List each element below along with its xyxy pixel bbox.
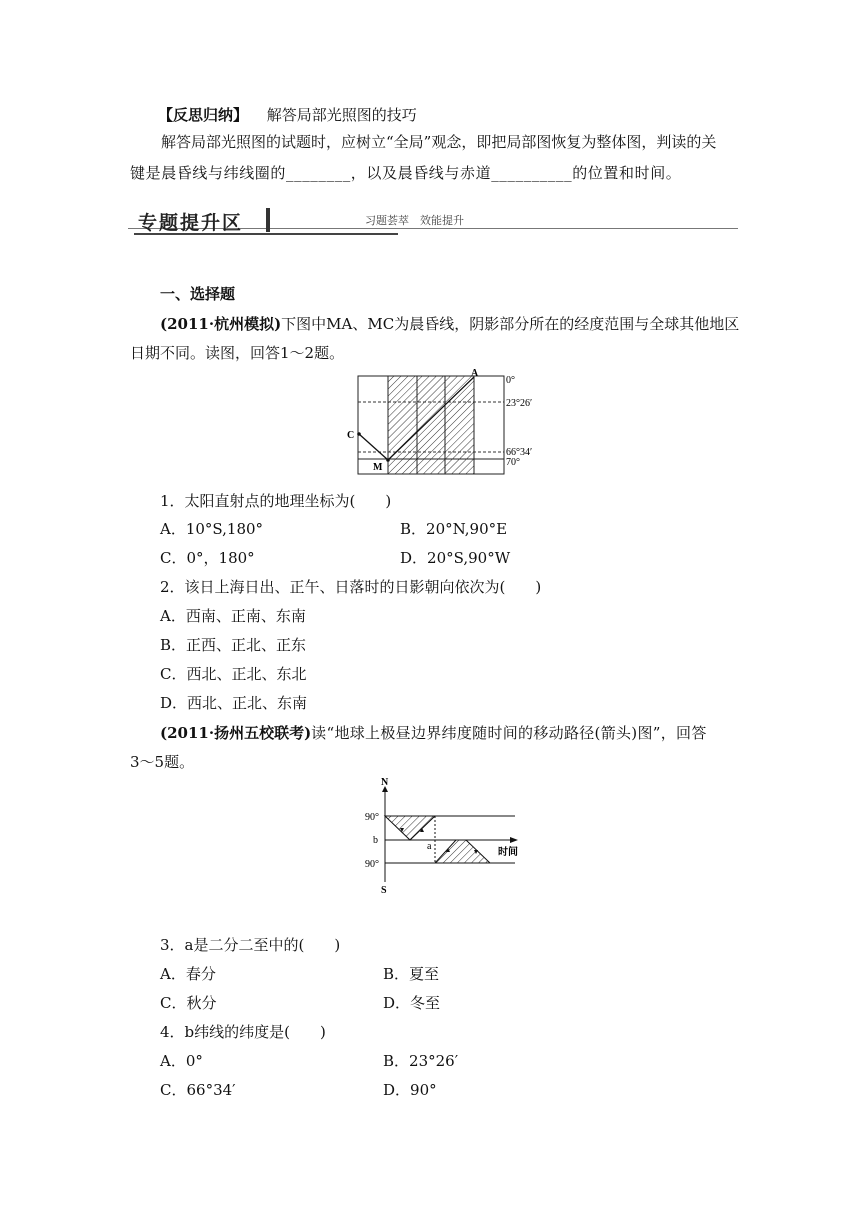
q1-option-a: A．10°S,180° — [160, 520, 264, 538]
reflect-tag: 【反思归纳】 — [158, 106, 249, 124]
label-c: C — [347, 430, 355, 441]
banner-bar — [266, 208, 270, 232]
q4-option-d: D．90° — [383, 1081, 437, 1099]
label-s: S — [381, 885, 387, 896]
label-lat-66: 66°34′ — [506, 447, 533, 458]
q1-option-c: C．0°，180° — [160, 549, 255, 567]
label-lat-0: 0° — [506, 375, 515, 386]
label-b: b — [373, 835, 378, 846]
q2-option-c: C．西北、正北、东北 — [160, 665, 307, 683]
q3-option-d: D．冬至 — [383, 994, 441, 1012]
q3-option-b: B．夏至 — [383, 965, 440, 983]
q2-stem: 2．该日上海日出、正午、日落时的日影朝向依次为( ) — [160, 578, 542, 596]
reflect-line-1: 解答局部光照图的试题时，应树立“全局”观念，即把局部图恢复为整体图，判读的关 — [161, 133, 717, 151]
label-lat-70: 70° — [506, 457, 520, 468]
banner-subtitle: 习题荟萃 效能提升 — [365, 214, 464, 227]
terminator-mc — [359, 434, 388, 460]
figure2-north-triangle — [385, 816, 435, 840]
label-lat-23: 23°26′ — [506, 398, 533, 409]
banner-title: 专题提升区 — [138, 212, 244, 234]
q1-option-d: D．20°S,90°W — [400, 549, 511, 567]
q2-option-d: D．西北、正北、东南 — [160, 694, 308, 712]
q2-option-b: B．正西、正北、正东 — [160, 636, 307, 654]
q4-stem: 4．b纬线的纬度是( ) — [160, 1023, 326, 1041]
q1-stem: 1．太阳直射点的地理坐标为( ) — [160, 492, 392, 510]
q3-option-c: C．秋分 — [160, 994, 217, 1012]
q3-option-a: A．春分 — [160, 965, 216, 983]
q2-option-a: A．西南、正南、东南 — [160, 607, 306, 625]
point-m-dot — [386, 458, 390, 462]
intro1-source: (2011·杭州模拟) — [160, 315, 282, 333]
section-banner — [128, 206, 738, 242]
q1-option-b: B．20°N,90°E — [400, 520, 508, 538]
label-a: a — [427, 841, 432, 852]
intro2-line-1 — [160, 722, 707, 743]
reflect-line-2: 键是晨昏线与纬线圈的________，以及晨昏线与赤道__________的位置和时间。 — [130, 164, 682, 182]
label-a: A — [471, 368, 479, 379]
figure2-south-trapezoid — [435, 840, 490, 863]
q4-option-c: C．66°34′ — [160, 1081, 236, 1099]
q4-option-a: A．0° — [160, 1052, 203, 1070]
q4-option-b: B．23°26′ — [383, 1052, 459, 1070]
intro1-text: 下图中MA、MC为晨昏线，阴影部分所在的经度范围与全球其他地区 — [281, 315, 740, 333]
label-90-bottom: 90° — [365, 859, 379, 870]
section-heading: 一、选择题 — [160, 285, 236, 303]
intro1-line-2: 日期不同。读图，回答1～2题。 — [130, 344, 345, 362]
intro2-text: 读“地球上极昼边界纬度随时间的移动路径(箭头)图”，回答 — [311, 724, 707, 742]
reflect-heading — [158, 104, 417, 125]
point-c-dot — [357, 432, 361, 436]
intro2-source: (2011·扬州五校联考) — [160, 724, 312, 742]
figure-1-illumination-map — [340, 366, 550, 478]
intro2-line-2: 3～5题。 — [130, 753, 195, 771]
label-m: M — [373, 462, 383, 473]
reflect-title: 解答局部光照图的技巧 — [266, 106, 417, 124]
intro1-line-1 — [160, 313, 739, 334]
label-time: 时间 — [498, 847, 518, 858]
label-n: N — [381, 777, 389, 788]
figure-2-polar-day-boundary-chart — [360, 776, 530, 896]
q3-stem: 3．a是二分二至中的( ) — [160, 936, 341, 954]
label-90-top: 90° — [365, 812, 379, 823]
